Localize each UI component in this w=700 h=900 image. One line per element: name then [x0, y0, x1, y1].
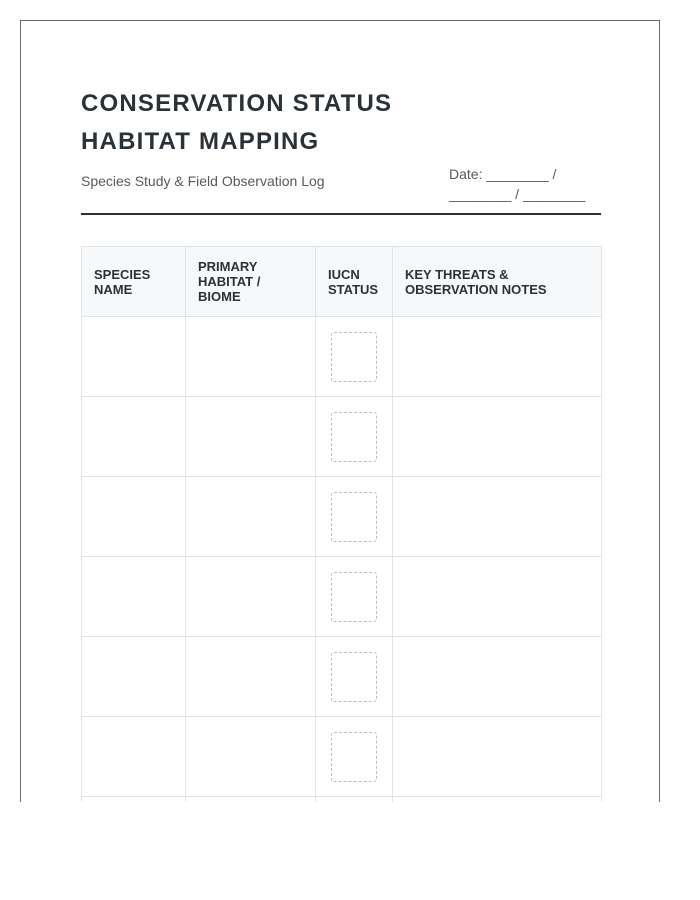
- habitat-cell[interactable]: [186, 397, 316, 477]
- column-header-species: SPECIES NAME: [82, 247, 186, 317]
- iucn-status-cell[interactable]: [316, 557, 393, 637]
- iucn-status-cell[interactable]: [316, 717, 393, 797]
- table-header-row: [82, 247, 602, 317]
- table-row: [82, 477, 602, 557]
- column-header-habitat: PRIMARY HABITAT / BIOME: [186, 247, 316, 317]
- title-line-1: CONSERVATION STATUS: [81, 90, 393, 117]
- table-row: [82, 637, 602, 717]
- species-name-cell[interactable]: [82, 477, 186, 557]
- table-row: [82, 717, 602, 797]
- iucn-status-cell[interactable]: [316, 397, 393, 477]
- title-line-2: HABITAT MAPPING: [81, 128, 320, 155]
- notes-cell[interactable]: [393, 477, 602, 557]
- habitat-cell[interactable]: [186, 717, 316, 797]
- header-divider: [81, 213, 601, 215]
- iucn-status-cell[interactable]: [316, 637, 393, 717]
- notes-cell[interactable]: [393, 317, 602, 397]
- habitat-cell[interactable]: [186, 557, 316, 637]
- species-name-cell[interactable]: [82, 717, 186, 797]
- status-checkbox[interactable]: [331, 572, 377, 622]
- page-subtitle: Species Study & Field Observation Log: [81, 173, 325, 189]
- notes-cell[interactable]: [393, 637, 602, 717]
- species-name-cell[interactable]: [82, 397, 186, 477]
- column-header-iucn-status: IUCN STATUS: [316, 247, 393, 317]
- table-row: [82, 797, 602, 803]
- notes-cell[interactable]: [393, 717, 602, 797]
- table-row: [82, 397, 602, 477]
- iucn-status-cell[interactable]: [316, 477, 393, 557]
- status-checkbox[interactable]: [331, 332, 377, 382]
- iucn-status-cell[interactable]: [316, 797, 393, 803]
- notes-cell[interactable]: [393, 557, 602, 637]
- species-name-cell[interactable]: [82, 317, 186, 397]
- status-checkbox[interactable]: [331, 652, 377, 702]
- habitat-cell[interactable]: [186, 477, 316, 557]
- table-row: [82, 317, 602, 397]
- species-name-cell[interactable]: [82, 637, 186, 717]
- date-field[interactable]: Date: ________ / ________ / ________: [449, 166, 586, 202]
- iucn-status-cell[interactable]: [316, 317, 393, 397]
- notes-cell[interactable]: [393, 397, 602, 477]
- habitat-cell[interactable]: [186, 317, 316, 397]
- worksheet-page: [20, 20, 660, 802]
- habitat-cell[interactable]: [186, 797, 316, 803]
- habitat-cell[interactable]: [186, 637, 316, 717]
- status-checkbox[interactable]: [331, 732, 377, 782]
- observation-log-table: [81, 246, 602, 802]
- table-body: [82, 317, 602, 803]
- table-row: [82, 557, 602, 637]
- page-title: [81, 85, 392, 161]
- column-header-notes: KEY THREATS & OBSERVATION NOTES: [393, 247, 602, 317]
- status-checkbox[interactable]: [331, 492, 377, 542]
- status-checkbox[interactable]: [331, 412, 377, 462]
- species-name-cell[interactable]: [82, 797, 186, 803]
- species-name-cell[interactable]: [82, 557, 186, 637]
- notes-cell[interactable]: [393, 797, 602, 803]
